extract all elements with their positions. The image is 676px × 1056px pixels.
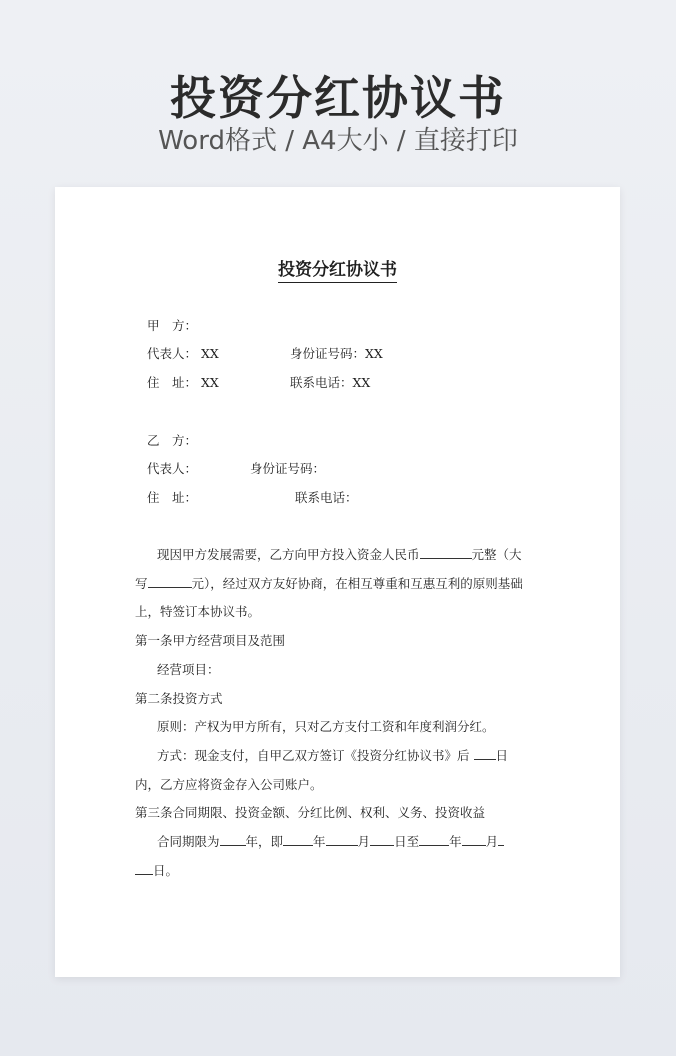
party-a-addr <box>147 373 219 391</box>
party-a-phone <box>290 373 370 391</box>
article-2-method-cont: 内，乙方应将资金存入公司账户。 <box>135 777 323 792</box>
amount-words-blank <box>148 575 192 588</box>
party-a-id <box>290 344 383 362</box>
article-2-method: 方式：现金支付，自甲乙双方签订《投资分红协议书》后 日 <box>157 748 509 763</box>
contract-term-end: 日。 <box>135 861 178 879</box>
page-title: 投资分红协议书 <box>170 71 506 125</box>
intro-line-2: 写 元），经过双方友好协商，在相互尊重和互惠互利的原则基础 <box>135 576 523 591</box>
party-a-rep-label: 代表人： <box>147 346 198 361</box>
party-a-id-label: 身份证号码： <box>290 346 366 361</box>
party-a-rep <box>147 344 219 362</box>
party-b-id-label: 身份证号码： <box>250 461 326 476</box>
party-b-rep-label: 代表人： <box>147 461 198 476</box>
party-a-rep-value: XX <box>201 346 219 361</box>
party-a-addr-value: XX <box>201 375 219 390</box>
article-3-title: 第三条合同期限、投资金额、分红比例、权利、义务、投资收益 <box>135 805 486 820</box>
party-b-phone-label: 联系电话： <box>295 490 358 505</box>
party-a-phone-value: XX <box>352 375 371 390</box>
intro-line-3: 上，特签订本协议书。 <box>135 604 261 619</box>
party-a-addr-label: 住 址： <box>147 375 198 390</box>
document-page <box>55 187 620 977</box>
amount-blank <box>420 546 472 559</box>
article-2-title: 第二条投资方式 <box>135 691 223 706</box>
intro-line-1: 现因甲方发展需要，乙方向甲方投入资金人民币 元整（大 <box>157 547 522 562</box>
party-a-id-value: XX <box>365 346 383 361</box>
document-title: 投资分红协议书 <box>55 255 620 280</box>
days-blank <box>474 747 496 760</box>
page-subtitle: Word格式 / A4大小 / 直接打印 <box>158 126 518 156</box>
article-1-item: 经营项目： <box>157 662 220 677</box>
party-a-label: 甲 方： <box>147 318 198 333</box>
article-2-principle: 原则：产权为甲方所有，只对乙方支付工资和年度利润分红。 <box>157 719 495 734</box>
article-1-title: 第一条甲方经营项目及范围 <box>135 633 286 648</box>
party-b-addr-label: 住 址： <box>147 490 198 505</box>
party-a-phone-label: 联系电话： <box>290 375 353 390</box>
contract-term-line: 合同期限为 年，即 年 月 日至 年 月 <box>157 832 504 850</box>
party-b-label: 乙 方： <box>147 433 198 448</box>
